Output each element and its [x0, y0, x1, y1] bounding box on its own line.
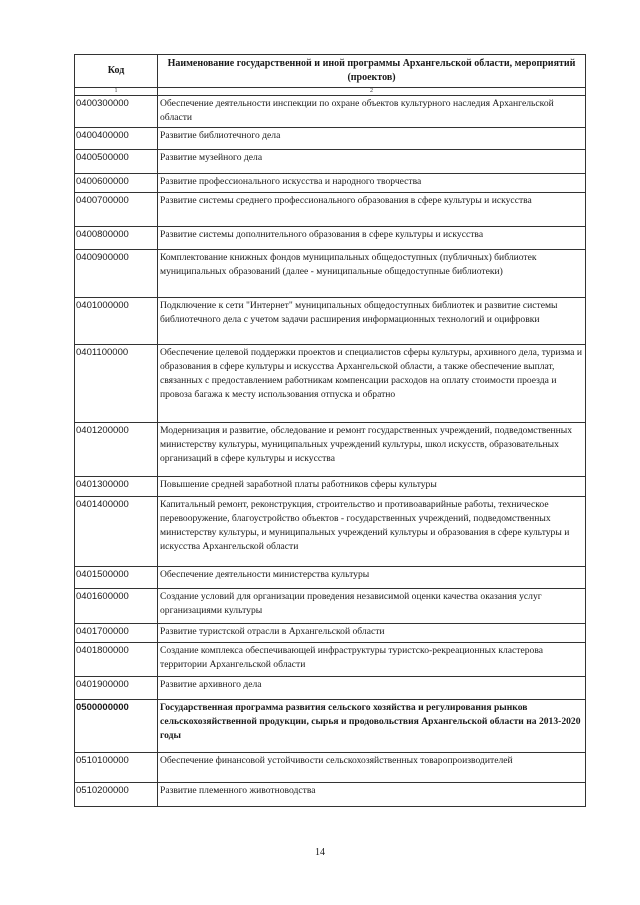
row-name: Развитие архивного дела [158, 677, 586, 700]
row-code: 0400300000 [75, 96, 158, 128]
row-name: Комплектование книжных фондов муниципальных общедоступных (публичных) библиотек муниципальных образований (далее - муниципальные общедоступные библиотеки) [158, 250, 586, 298]
row-name: Повышение средней заработной платы работников сферы культуры [158, 477, 586, 497]
classification-table [74, 54, 586, 807]
row-code: 0401300000 [75, 477, 158, 497]
table-row [75, 589, 586, 624]
table-row [75, 298, 586, 345]
row-name: Развитие библиотечного дела [158, 128, 586, 150]
table-row [75, 783, 586, 807]
row-code: 0510100000 [75, 753, 158, 783]
header-code: Код [75, 55, 158, 88]
row-code: 0401500000 [75, 567, 158, 589]
row-name: Обеспечение деятельности министерства культуры [158, 567, 586, 589]
table-row [75, 624, 586, 643]
table-row [75, 497, 586, 567]
row-code: 0400600000 [75, 174, 158, 193]
row-name: Государственная программа развития сельского хозяйства и регулирования рынков сельскохозяйственной продукции, сырья и продовольствия Архангельской области на 2013-2020 годы [158, 700, 586, 753]
row-code: 0401400000 [75, 497, 158, 567]
table-header-row [75, 55, 586, 88]
row-code: 0401900000 [75, 677, 158, 700]
row-code: 0400400000 [75, 128, 158, 150]
column-number-2: 2 [158, 88, 586, 96]
row-code: 0400900000 [75, 250, 158, 298]
page-number: 14 [315, 847, 325, 858]
row-name: Создание комплекса обеспечивающей инфраструктуры туристско-рекреационных кластерова территории Архангельской области [158, 643, 586, 677]
table-row [75, 423, 586, 477]
row-code: 0500000000 [75, 700, 158, 753]
table-body [75, 96, 586, 807]
row-code: 0401200000 [75, 423, 158, 477]
table-row [75, 128, 586, 150]
row-name: Развитие туристской отрасли в Архангельской области [158, 624, 586, 643]
row-code: 0401600000 [75, 589, 158, 624]
column-number-1: 1 [75, 88, 158, 96]
table-row [75, 227, 586, 250]
row-name: Обеспечение финансовой устойчивости сельскохозяйственных товаропроизводителей [158, 753, 586, 783]
row-code: 0400500000 [75, 150, 158, 174]
row-code: 0401100000 [75, 345, 158, 423]
table-row [75, 96, 586, 128]
row-name: Модернизация и развитие, обследование и ремонт государственных учреждений, подведомственных министерству культуры, муниципальных учреждений культуры, школ искусств, образовательных организаций в сфере культуры и искусства [158, 423, 586, 477]
row-name: Развитие профессионального искусства и народного творчества [158, 174, 586, 193]
row-name: Обеспечение целевой поддержки проектов и специалистов сферы культуры, архивного дела, туризма и образования в сфере культуры и искусства Архангельской области, а также обеспечение выплат, связанных с предоставлением работникам компенсации расходов на оплату стоимости проезда и провоза багажа к месту использования отпуска и обратно [158, 345, 586, 423]
row-code: 0400700000 [75, 193, 158, 227]
row-code: 0401000000 [75, 298, 158, 345]
table-row [75, 643, 586, 677]
table-row [75, 677, 586, 700]
row-name: Обеспечение деятельности инспекции по охране объектов культурного наследия Архангельской области [158, 96, 586, 128]
column-number-row [75, 88, 586, 96]
row-code: 0401700000 [75, 624, 158, 643]
table-row [75, 174, 586, 193]
table-row [75, 700, 586, 753]
row-name: Развитие музейного дела [158, 150, 586, 174]
row-name: Подключение к сети "Интернет" муниципальных общедоступных библиотек и развитие системы библиотечного дела с учетом задачи расширения информационных технологий и оцифровки [158, 298, 586, 345]
row-code: 0510200000 [75, 783, 158, 807]
row-name: Развитие системы дополнительного образования в сфере культуры и искусства [158, 227, 586, 250]
row-name: Развитие племенного животноводства [158, 783, 586, 807]
table-row [75, 150, 586, 174]
table-row [75, 753, 586, 783]
table-row [75, 567, 586, 589]
row-name: Капитальный ремонт, реконструкция, строительство и противоаварийные работы, техническое перевооружение, благоустройство объектов - государственных учреждений, подведомственных министерству культуры, и муниципальных учреждений культуры и образования в сфере культуры и искусства Архангельской области [158, 497, 586, 567]
table-row [75, 193, 586, 227]
table-row [75, 250, 586, 298]
header-name: Наименование государственной и иной программы Архангельской области, мероприятий (проектов) [158, 55, 586, 88]
row-code: 0401800000 [75, 643, 158, 677]
row-code: 0400800000 [75, 227, 158, 250]
row-name: Развитие системы среднего профессионального образования в сфере культуры и искусства [158, 193, 586, 227]
row-name: Создание условий для организации проведения независимой оценки качества оказания услуг организациями культуры [158, 589, 586, 624]
table-row [75, 345, 586, 423]
table-row [75, 477, 586, 497]
